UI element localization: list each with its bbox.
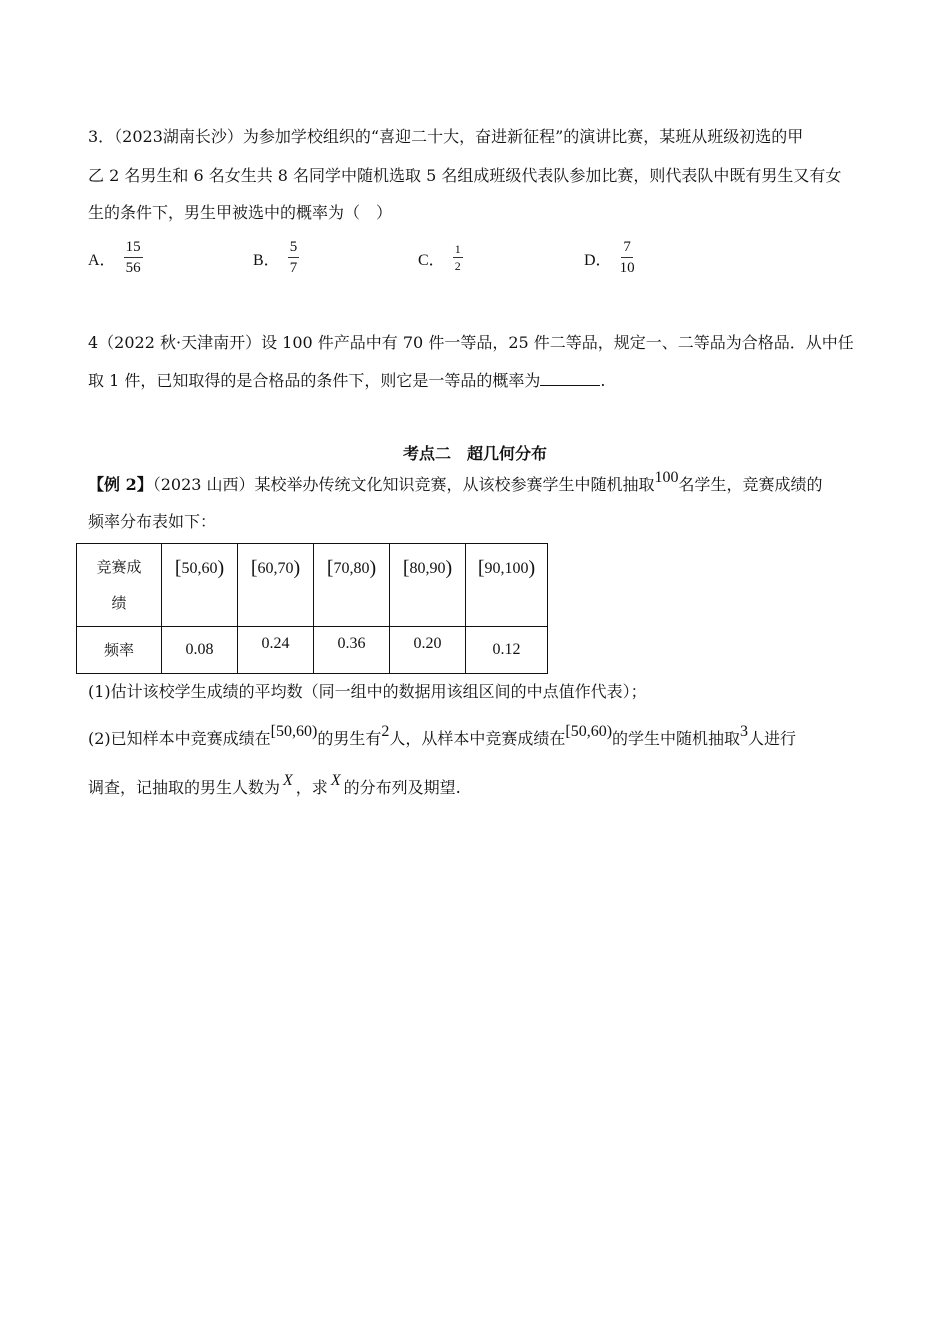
bracket-left: [ xyxy=(326,557,334,579)
numerator: 1 xyxy=(454,242,461,256)
part2-text-c: 人，从样本中竞赛成绩在 xyxy=(389,729,566,748)
bracket-left: [ xyxy=(250,557,258,579)
part2-line2-text-c: 的分布列及期望. xyxy=(343,778,461,797)
part2-text-a: (2)已知样本中竞赛成绩在 xyxy=(88,729,271,748)
header-text-b: 绩 xyxy=(111,594,127,612)
table-row xyxy=(77,627,548,674)
q3-line-3: 生的条件下，男生甲被选中的概率为（ ） xyxy=(88,203,393,222)
denominator: 10 xyxy=(619,260,635,276)
frequency-table xyxy=(76,543,548,674)
q3-option-d xyxy=(584,236,635,280)
table-cell-frequency: 0.08 xyxy=(162,627,238,674)
table-cell-frequency: 0.24 xyxy=(238,627,314,674)
table-cell-frequency: 0.20 xyxy=(390,627,466,674)
option-label: A． xyxy=(88,251,116,269)
bracket-left: [ xyxy=(174,557,182,579)
interval-end: 100 xyxy=(504,560,529,577)
interval-math: [50,60) xyxy=(270,723,318,740)
example-tag: 【例 2】 xyxy=(88,475,153,494)
example2-line-1 xyxy=(88,469,823,496)
table-header-frequency: 频率 xyxy=(77,627,162,674)
variable-x: X xyxy=(330,772,341,789)
interval-end: 90 xyxy=(429,560,446,577)
bracket-right: ) xyxy=(369,557,377,579)
interval-end: 60 xyxy=(201,560,218,577)
sample-size: 100 xyxy=(654,469,679,486)
table-row xyxy=(77,544,548,627)
period: . xyxy=(600,371,606,390)
part2-text-e: 人进行 xyxy=(748,729,797,748)
bracket-left: [ xyxy=(402,557,410,579)
answer-blank xyxy=(540,371,600,386)
interval-start: 70 xyxy=(333,560,350,577)
part2-text-b: 的男生有 xyxy=(317,729,382,748)
q3-option-b xyxy=(253,236,299,280)
numerator: 15 xyxy=(124,239,143,258)
interval-end: 80 xyxy=(353,560,370,577)
bracket-right: ) xyxy=(217,557,225,579)
q3-line-2: 乙 2 名男生和 6 名女生共 8 名同学中随机选取 5 名组成班级代表队参加比赛，则代表队中既有男生又有女 xyxy=(88,166,842,185)
option-label: D． xyxy=(584,251,612,269)
example2-text-b: 名学生，竞赛成绩的 xyxy=(678,475,823,494)
q4-line-2 xyxy=(88,371,605,391)
section-title: 考点二 超几何分布 xyxy=(402,444,547,463)
table-cell-frequency: 0.36 xyxy=(314,627,390,674)
bracket-right: ) xyxy=(293,557,301,579)
example2-part-1: (1)估计该校学生成绩的平均数（同一组中的数据用该组区间的中点值作代表）； xyxy=(88,682,647,701)
example2-line-2: 频率分布表如下： xyxy=(88,512,217,531)
denominator: 56 xyxy=(125,260,141,276)
interval-math: [50,60) xyxy=(565,723,613,740)
table-cell-interval: [60,70) xyxy=(238,544,314,627)
example2-part-2-line-2 xyxy=(88,772,461,799)
part2-line2-text-b: ，求 xyxy=(295,778,328,797)
fraction xyxy=(288,239,300,277)
interval-start: 50 xyxy=(181,560,198,577)
table-cell-interval: [80,90) xyxy=(390,544,466,627)
header-text-a: 竞赛成 xyxy=(96,558,142,576)
table-cell-frequency: 0.12 xyxy=(466,627,548,674)
interval-start: 80 xyxy=(409,560,426,577)
interval-end: 70 xyxy=(277,560,294,577)
interval-start: 90 xyxy=(484,560,501,577)
denominator: 7 xyxy=(289,260,298,276)
example2-text-a: （2023 山西）某校举办传统文化知识竞赛，从该校参赛学生中随机抽取 xyxy=(152,475,655,494)
part2-text-d: 的学生中随机抽取 xyxy=(612,729,741,748)
table-cell-interval: [90,100) xyxy=(466,544,548,627)
table-cell-interval: [70,80) xyxy=(314,544,390,627)
variable-x: X xyxy=(283,772,293,789)
fraction xyxy=(453,243,463,273)
part2-line2-text-a: 调查，记抽取的男生人数为 xyxy=(88,778,281,797)
q4-line-1: 4（2022 秋·天津南开）设 100 件产品中有 70 件一等品，25 件二等品，规定一、二等品为合格品．从中任 xyxy=(88,333,854,352)
fraction xyxy=(124,239,143,277)
boys-count: 2 xyxy=(381,723,390,740)
bracket-right: ) xyxy=(528,557,536,579)
denominator: 2 xyxy=(454,259,461,273)
option-label: C． xyxy=(418,251,445,269)
example2-part-2-line-1 xyxy=(88,723,797,750)
q3-line-1: 3．（2023湖南长沙）为参加学校组织的“喜迎二十大，奋进新征程”的演讲比赛，某班从班级初选的甲 xyxy=(88,127,804,146)
numerator: 7 xyxy=(621,239,633,258)
table-header-score xyxy=(77,544,162,627)
fraction xyxy=(620,239,635,277)
numerator: 5 xyxy=(288,239,300,258)
q3-option-a xyxy=(88,236,143,280)
bracket-left: [ xyxy=(477,557,485,579)
bracket-right: ) xyxy=(445,557,453,579)
q3-option-c xyxy=(418,236,463,280)
table-cell-interval: [50,60) xyxy=(162,544,238,627)
option-label: B． xyxy=(253,251,280,269)
draw-count: 3 xyxy=(740,723,749,740)
q4-line-2-text: 取 1 件，已知取得的是合格品的条件下，则它是一等品的概率为 xyxy=(88,371,541,390)
interval-start: 60 xyxy=(257,560,274,577)
